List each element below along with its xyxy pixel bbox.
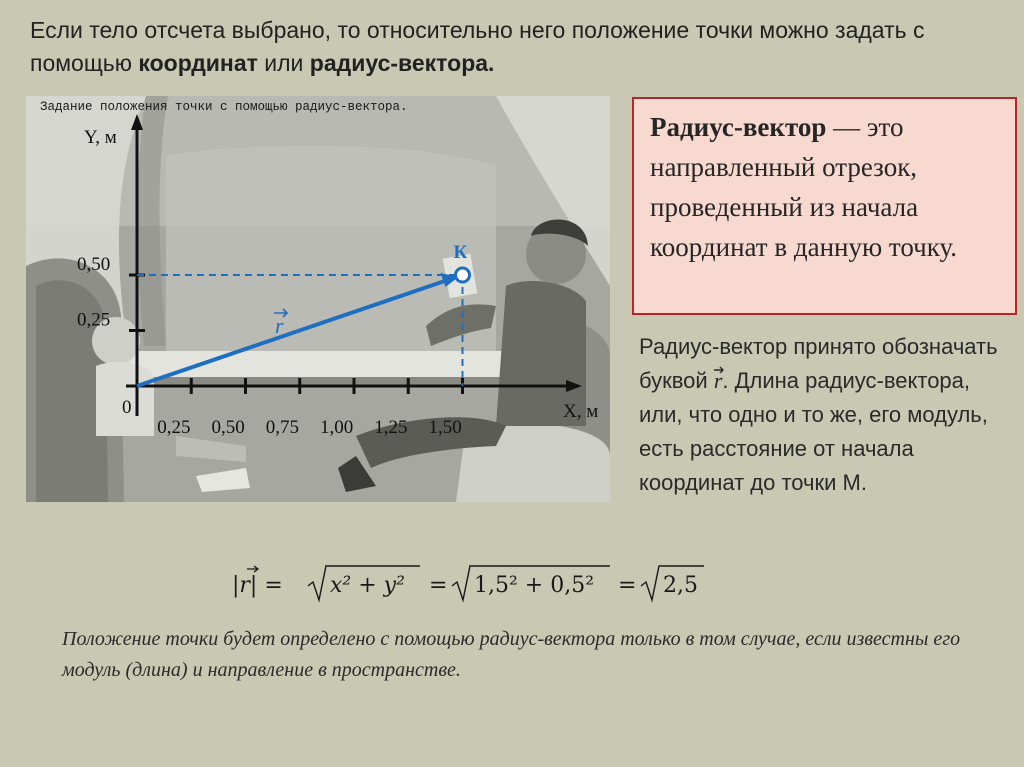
notation-note: Радиус-вектор принято обозначать буквой r . Длина радиус-вектора, или, что одно и то же, его модуль, есть расстояние от начала координат до точки М. [639, 334, 998, 495]
r-symbol: r [714, 368, 723, 393]
definition-text: — это направленный отрезок, проведенный из начала координат в данную точку. [650, 112, 958, 262]
point-k [456, 268, 470, 282]
conclusion-text: Положение точки будет определено с помощью радиус-вектора только в том случае, если известны его модуль (длина) и направление в пространстве. [62, 628, 961, 681]
vector-arrow-icon [247, 566, 258, 572]
y-tick-label: 0,25 [77, 309, 111, 331]
formula-eq-1: = [429, 573, 448, 598]
formula-eq-2: = [618, 573, 637, 598]
vector-arrow-icon [713, 366, 725, 374]
term-coordinates: координат [138, 50, 258, 76]
formula-lhs: |r| = [232, 573, 283, 598]
formula-sqrt-1: x² + y² [330, 573, 405, 598]
x-tick-label: 0,50 [211, 417, 245, 438]
definition-term: Радиус-вектор [650, 112, 827, 142]
modulus-formula [230, 560, 730, 608]
y-tick-label: 0,50 [77, 254, 111, 275]
x-tick-label: 0,25 [157, 417, 191, 438]
intro-text: Если тело отсчета выбрано, то относительно него положение точки можно задать с помощью координат или радиус-вектора. [30, 17, 925, 76]
formula-sqrt-3: 2,5 [663, 573, 698, 598]
figure-caption: Задание положения точки с помощью радиус-вектора. [40, 100, 408, 114]
x-tick-label: 1,25 [374, 417, 408, 438]
y-axis-label: Y, м [84, 127, 117, 148]
definition-box [632, 97, 1017, 315]
x-tick-label: 1,50 [428, 417, 462, 438]
vector-label: r [275, 313, 284, 338]
x-tick-label: 0,75 [265, 417, 299, 438]
figure-illustration [26, 96, 610, 502]
point-label: К [453, 242, 468, 263]
term-radius-vector: радиус-вектора [309, 50, 489, 76]
x-tick-label: 1,00 [320, 417, 354, 438]
x-axis-label: X, м [563, 401, 599, 422]
coordinate-figure [26, 96, 610, 502]
origin-label: 0 [122, 397, 132, 418]
formula-sqrt-2: 1,5² + 0,5² [474, 573, 595, 598]
